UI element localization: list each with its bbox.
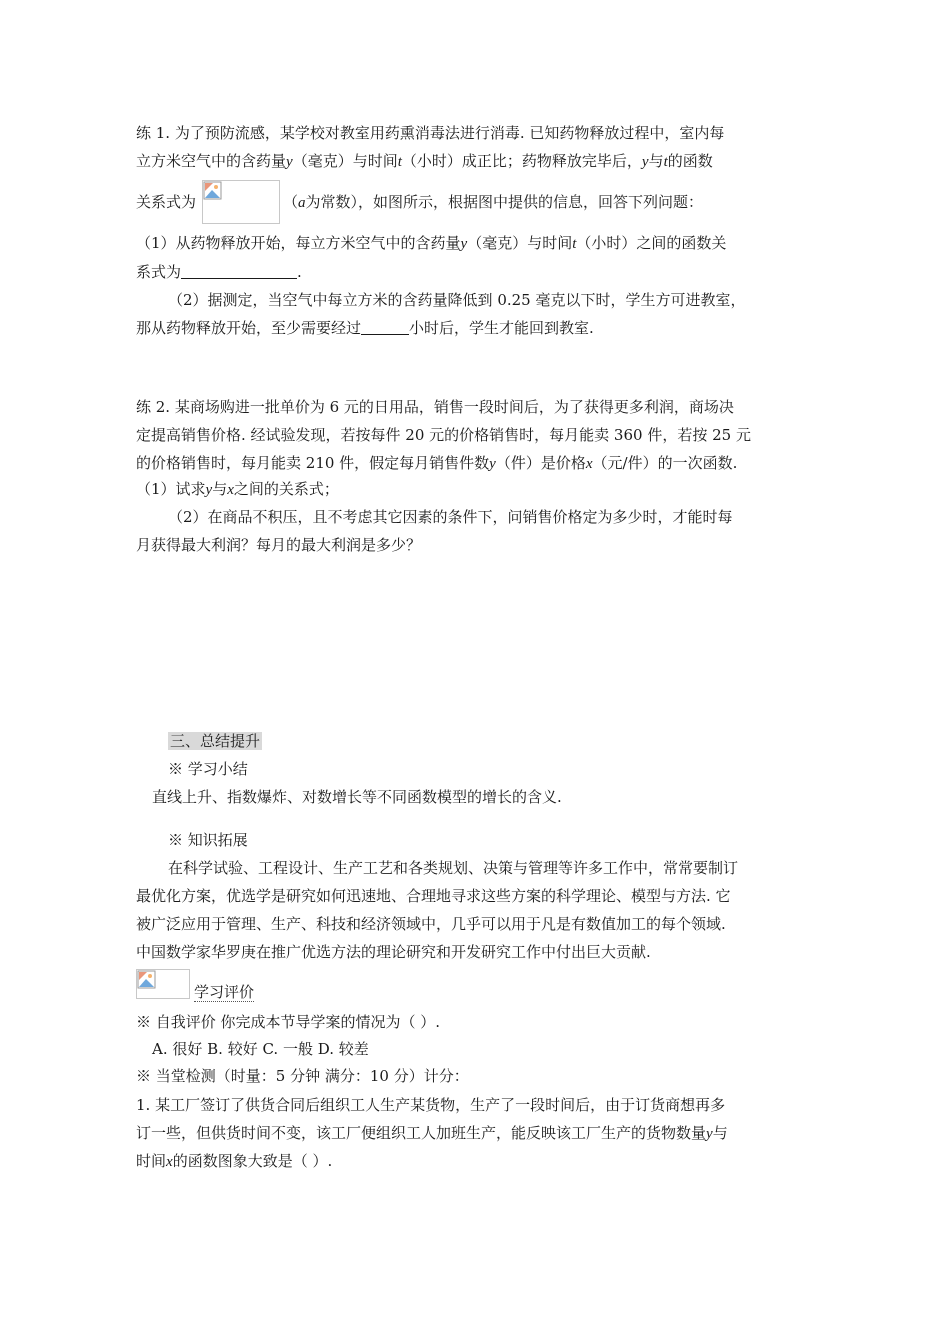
ex1-line3-start: 关系式为 (136, 193, 197, 211)
knowledge-extension-heading: ※ 知识拓展 (168, 831, 248, 849)
ex2-line1: 练 2. 某商场购进一批单价为 6 元的日用品，销售一段时间后，为了获得更多利润，商场决 (136, 398, 734, 416)
ex2-line2: 定提高销售价格. 经试验发现，若按每件 20 元的价格销售时，每月能卖 360 件，若按 25 元 (136, 426, 751, 444)
self-evaluation-options: A. 很好 B. 较好 C. 一般 D. 较差 (152, 1040, 369, 1058)
broken-image-icon (203, 181, 223, 201)
learning-summary-heading: ※ 学习小结 (168, 760, 248, 778)
formula-image (202, 180, 280, 224)
ex1-line1: 练 1. 为了预防流感，某学校对教室用药熏消毒法进行消毒. 已知药物释放过程中，室内每 (136, 124, 725, 142)
ex1-q2-line1: （2）据测定，当空气中每立方米的含药量降低到 0.25 毫克以下时，学生方可进教室， (168, 291, 746, 309)
broken-image-icon (137, 970, 157, 990)
ex1-q1-line2: 系式为 . (136, 263, 302, 281)
test-q1-line3: 时间x的函数图象大致是（ ）. (136, 1152, 333, 1170)
answer-blank[interactable] (181, 264, 297, 279)
section-icon-image (136, 969, 190, 999)
knowledge-extension-line3: 被广泛应用于管理、生产、科技和经济领域中，几乎可以用于凡是有数值加工的每个领域. (136, 915, 726, 933)
test-q1-line2: 订一些，但供货时间不变，该工厂便组织工人加班生产，能反映该工厂生产的货物数量y与 (136, 1124, 728, 1142)
ex2-q2-line2: 月获得最大利润？每月的最大利润是多少？ (136, 536, 422, 554)
ex2-q2-line1: （2）在商品不积压，且不考虑其它因素的条件下，问销售价格定为多少时，才能时每 (168, 508, 733, 526)
ex1-line2: 立方米空气中的含药量y（毫克）与时间t（小时）成正比；药物释放完毕后，y与t的函数 (136, 152, 713, 170)
ex1-q2-line2: 那从药物释放开始，至少需要经过 小时后，学生才能回到教室. (136, 319, 594, 337)
knowledge-extension-line1: 在科学试验、工程设计、生产工艺和各类规划、决策与管理等许多工作中，常常要制订 (168, 859, 739, 877)
ex1-line3-end: （a为常数），如图所示，根据图中提供的信息，回答下列问题： (283, 193, 704, 211)
learning-summary-text: 直线上升、指数爆炸、对数增长等不同函数模型的增长的含义. (152, 788, 562, 806)
answer-blank[interactable] (361, 320, 409, 335)
test-q1-line1: 1. 某工厂签订了供货合同后组织工人生产某货物，生产了一段时间后，由于订货商想再多 (136, 1096, 726, 1114)
ex1-q1-line1: （1）从药物释放开始，每立方米空气中的含药量y（毫克）与时间t（小时）之间的函数关 (136, 234, 727, 252)
class-test-heading: ※ 当堂检测（时量：5 分钟 满分：10 分）计分： (136, 1067, 469, 1085)
knowledge-extension-line2: 最优化方案，优选学是研究如何迅速地、合理地寻求这些方案的科学理论、模型与方法. 它 (136, 887, 731, 905)
ex2-line3: 的价格销售时，每月能卖 210 件，假定每月销售件数y（件）是价格x（元/件）的一次函数. (136, 454, 738, 472)
ex2-q1: （1）试求y与x之间的关系式； (136, 480, 339, 498)
section-heading: 三、总结提升 (170, 732, 261, 750)
self-evaluation: ※ 自我评价 你完成本节导学案的情况为（ ）. (136, 1013, 441, 1031)
evaluation-heading: 学习评价 (194, 983, 255, 1001)
knowledge-extension-line4: 中国数学家华罗庚在推广优选方法的理论研究和开发研究工作中付出巨大贡献. (136, 943, 651, 961)
